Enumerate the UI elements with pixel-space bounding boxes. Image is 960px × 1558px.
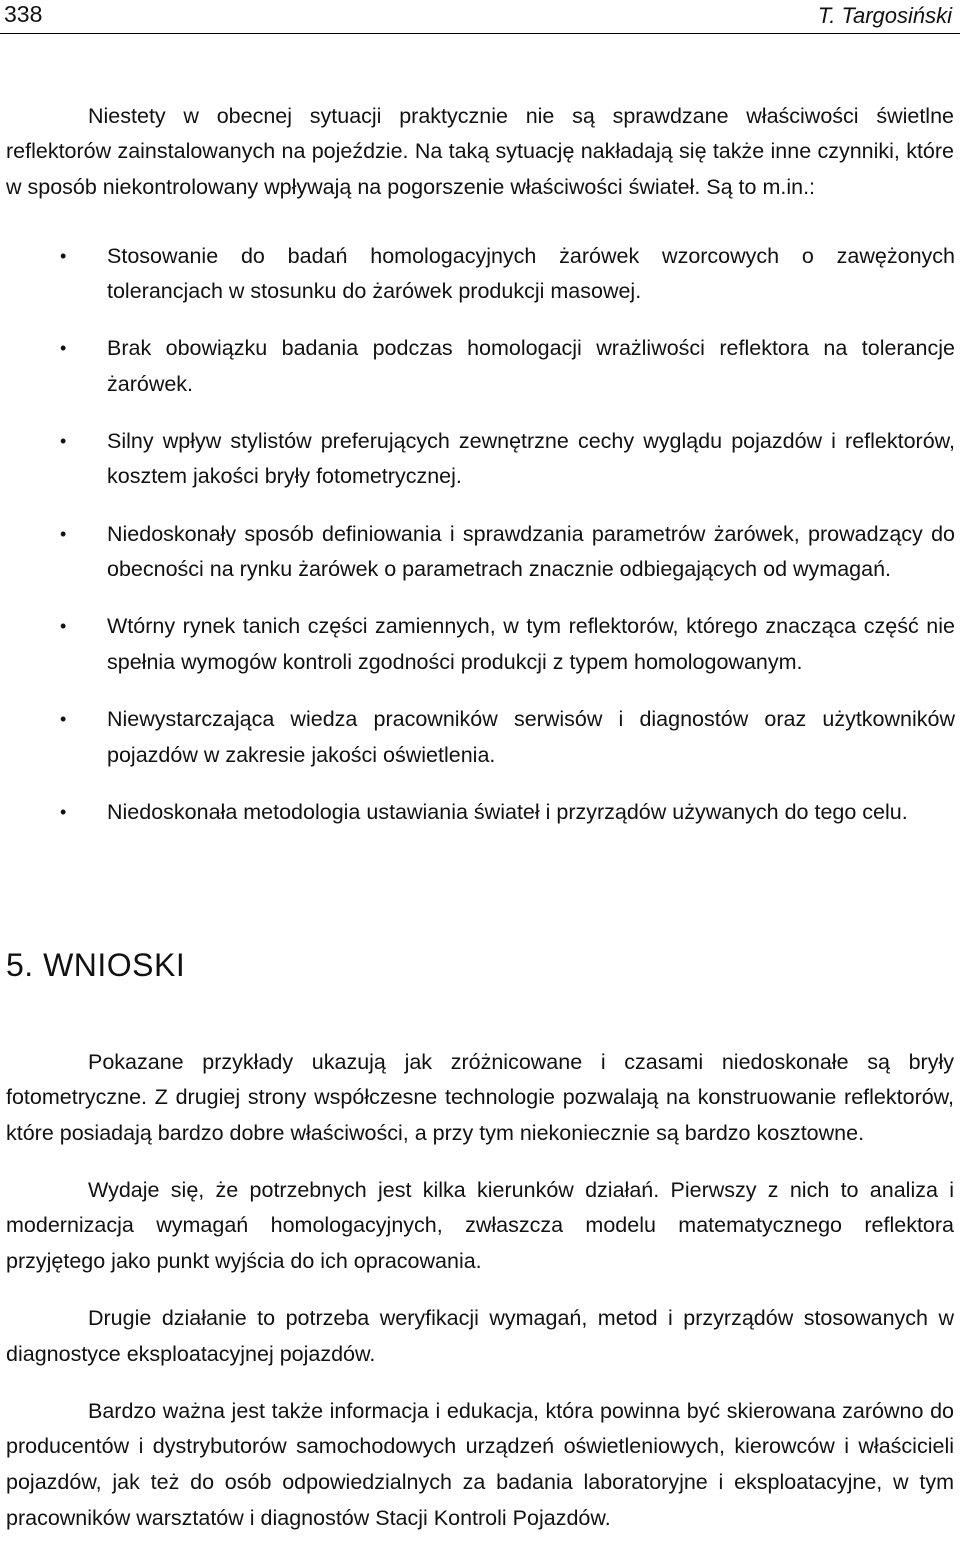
header-rule [0, 33, 960, 34]
list-item [60, 609, 955, 680]
bullet-icon: • [60, 523, 67, 544]
list-item-text: Niedoskonała metodologia ustawiania świateł i przyrządów używanych do tego celu. [107, 799, 908, 824]
bullet-icon: • [60, 338, 67, 359]
list-item-text: Wtórny rynek tanich części zamiennych, w tym reflektorów, którego znacząca część nie spełnia wymogów kontroli zgodności produkcji z typem homologowanym. [107, 614, 955, 674]
list-item-text: Brak obowiązku badania podczas homologacji wrażliwości reflektora na tolerancje żarówek. [107, 336, 955, 396]
conclusion-paragraph: Drugie działanie to potrzeba weryfikacji wymagań, metod i przyrządów stosowanych w diagnostyce eksploatacyjnej pojazdów. [6, 1306, 954, 1366]
bullet-icon: • [60, 430, 67, 451]
intro-paragraph-block [6, 77, 954, 227]
bullet-list [60, 217, 955, 852]
section-heading: 5. WNIOSKI [6, 947, 186, 983]
list-item-text: Niewystarczająca wiedza pracowników serwisów i diagnostów oraz użytkowników pojazdów w zakresie jakości oświetlenia. [107, 706, 955, 767]
list-item-text: Niedoskonały sposób definiowania i sprawdzania parametrów żarówek, prowadzący do obecności na rynku żarówek o parametrach znacznie odbiegających od wymagań. [107, 521, 955, 582]
list-item-text: Stosowanie do badań homologacyjnych żarówek wzorcowych o zawężonych tolerancjach w stosunku do żarówek produkcji masowej. [107, 243, 955, 304]
running-head-author: T. Targosiński [817, 3, 952, 28]
list-item [60, 795, 955, 831]
bullet-icon: • [60, 245, 67, 266]
page-header [0, 0, 960, 34]
list-item [60, 517, 955, 588]
intro-paragraph: Niestety w obecnej sytuacji praktycznie nie są sprawdzane właściwości świetlne reflektorów zainstalowanych na pojeździe. Na taką sytuację nakładają się także inne czynniki, które w sposób niekontrolowany wpływają na pogorszenie właściwości świateł. Są to m.in.: [6, 103, 954, 199]
bullet-icon: • [60, 616, 67, 637]
bullet-icon: • [60, 801, 67, 822]
conclusions-block [6, 1023, 954, 1558]
conclusion-paragraph: Pokazane przykłady ukazują jak zróżnicowane i czasami niedoskonałe są bryły fotometryczne. Z drugiej strony współczesne technologie pozwalają na konstruowanie reflektorów, które posiadają bardzo dobre właściwości, a przy tym niekoniecznie są bardzo kosztowne. [6, 1049, 954, 1145]
list-item [60, 239, 955, 310]
conclusion-paragraph: Wydaje się, że potrzebnych jest kilka kierunków działań. Pierwszy z nich to analiza i modernizacja wymagań homologacyjnych, zwłaszcza modelu matematycznego reflektora przyjętego jako punkt wyjścia do ich opracowania. [6, 1177, 954, 1273]
list-item [60, 331, 955, 402]
list-item [60, 424, 955, 495]
list-item [60, 702, 955, 773]
page-number: 338 [4, 1, 43, 27]
conclusion-paragraph: Bardzo ważna jest także informacja i edukacja, która powinna być skierowana zarówno do producentów i dystrybutorów samochodowych urządzeń oświetleniowych, kierowców i właścicieli pojazdów, jak też do osób odpowiedzialnych za badania laboratoryjne i eksploatacyjne, w tym pracowników warsztatów i diagnostów Stacji Kontroli Pojazdów. [6, 1398, 954, 1530]
bullet-icon: • [60, 708, 67, 729]
list-item-text: Silny wpływ stylistów preferujących zewnętrzne cechy wyglądu pojazdów i reflektorów, kosztem jakości bryły fotometrycznej. [107, 428, 955, 489]
